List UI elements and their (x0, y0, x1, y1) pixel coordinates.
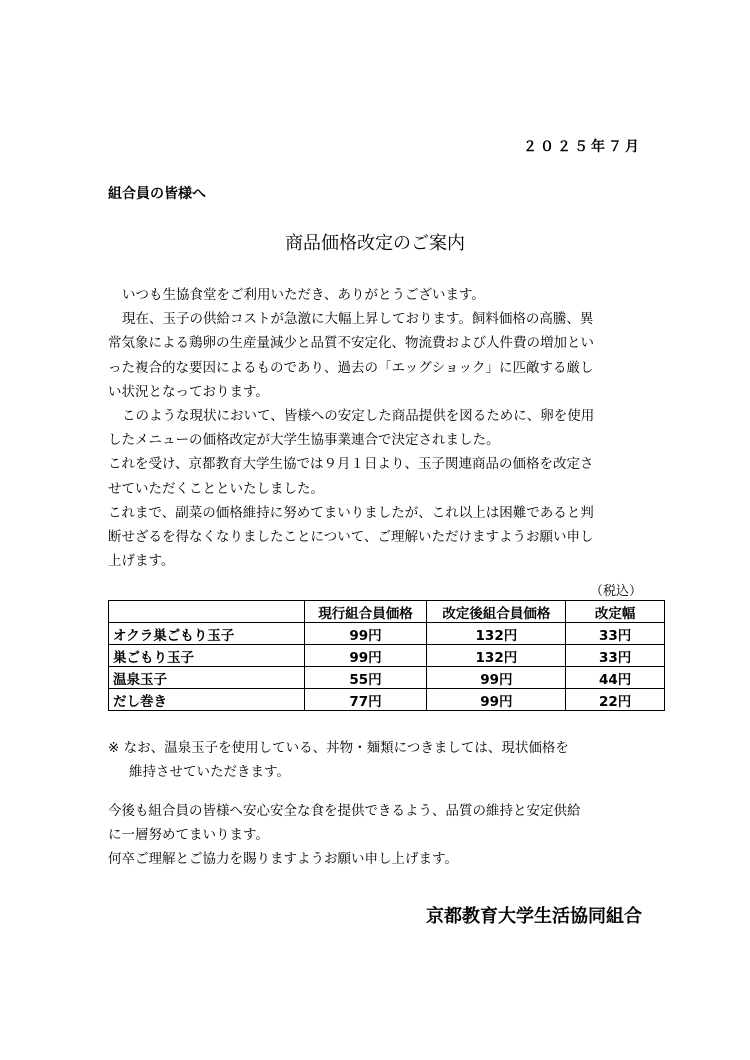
body-line: 現在、玉子の供給コストが急激に大幅上昇しております。飼料価格の高騰、異 (122, 311, 594, 328)
revised-price: 132円 (427, 645, 566, 667)
footnote-line: 維持させていただきます。 (129, 764, 290, 780)
closing-line: 今後も組合員の皆様へ安心安全な食を提供できるよう、品質の維持と安定供給 (108, 803, 581, 819)
body-line: い状況となっております。 (108, 383, 269, 400)
price-difference: 33円 (566, 645, 665, 667)
document-title: 商品価格改定のご案内 (285, 233, 465, 254)
table-row (109, 645, 665, 667)
header-revised-price: 改定後組合員価格 (427, 601, 566, 623)
body-line: いつも生協食堂をご利用いただき、ありがとうございます。 (122, 287, 485, 303)
current-price: 55円 (304, 667, 427, 689)
addressee: 組合員の皆様へ (108, 186, 206, 202)
body-text (108, 283, 648, 573)
body-line: このような現状において、皆様への安定した商品提供を図るために、卵を使用 (122, 408, 595, 425)
item-name: だし巻き (109, 689, 305, 711)
current-price: 99円 (304, 645, 427, 667)
price-difference: 22円 (566, 689, 665, 711)
table-row (109, 667, 665, 689)
item-name: オクラ巣ごもり玉子 (109, 623, 305, 645)
body-line: った複合的な要因によるものであり、過去の「エッグショック」に匹敵する厳し (108, 359, 594, 376)
body-line: 常気象による鶏卵の生産量減少と品質不安定化、物流費および人件費の増加とい (108, 335, 594, 352)
price-difference: 33円 (566, 623, 665, 645)
closing-line: 何卒ご理解とご協力を賜りますようお願い申し上げます。 (108, 851, 458, 868)
document-date: ２０２５年７月 (523, 139, 642, 155)
body-line: これを受け、京都教育大学生協では９月１日より、玉子関連商品の価格を改定さ (108, 456, 594, 473)
current-price: 77円 (304, 689, 427, 711)
tax-included-note: （税込） (589, 584, 642, 599)
header-item (109, 601, 305, 623)
current-price: 99円 (304, 623, 427, 645)
header-difference: 改定幅 (566, 601, 665, 623)
body-line: 断せざるを得なくなりましたことについて、ご理解いただけますようお願い申し (108, 529, 594, 546)
footnote (108, 736, 569, 784)
body-line: これまで、副菜の価格維持に努めてまいりましたが、これ以上は困難であると判 (108, 504, 594, 521)
item-name: 巣ごもり玉子 (109, 645, 305, 667)
header-current-price: 現行組合員価格 (304, 601, 427, 623)
price-table (108, 600, 665, 711)
table-header-row (109, 601, 665, 623)
body-line: したメニューの価格改定が大学生協事業連合で決定されました。 (108, 432, 500, 449)
table-row (109, 623, 665, 645)
revised-price: 99円 (427, 667, 566, 689)
item-name: 温泉玉子 (109, 667, 305, 689)
table-row (109, 689, 665, 711)
revised-price: 132円 (427, 623, 566, 645)
closing-line: に一層努めてまいります。 (108, 827, 269, 844)
revised-price: 99円 (427, 689, 566, 711)
footnote-line: ※ なお、温泉玉子を使用している、丼物・麺類につきましては、現状価格を (108, 740, 569, 756)
closing-text (108, 799, 581, 872)
body-line: 上げます。 (108, 553, 175, 570)
organization-signature: 京都教育大学生活協同組合 (426, 906, 642, 927)
price-difference: 44円 (566, 667, 665, 689)
body-line: せていただくことといたしました。 (108, 480, 324, 497)
